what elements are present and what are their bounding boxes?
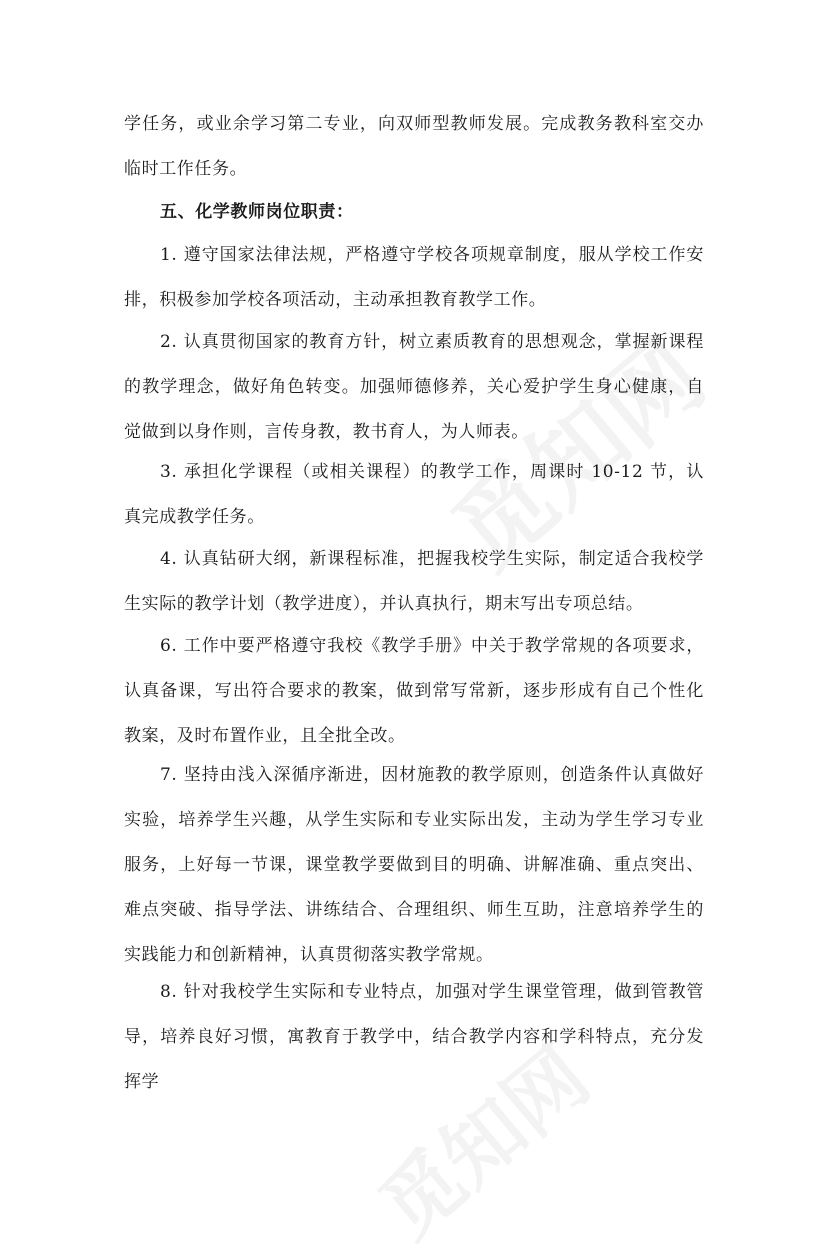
duty-item-7: 7. 坚持由浅入深循序渐进，因材施教的教学原则，创造条件认真做好实验，培养学生兴趣，从学生实际和专业实际出发，主动为学生学习专业服务，上好每一节课，课堂教学要做到目的明确、讲解准确、重点突出、难点突破、指导学法、讲练结合、合理组织、师生互助，注意培养学生的实践能力和创新精神，认真贯彻落实教学常规。 [124,765,704,965]
paragraph-continuation: 学任务，或业余学习第二专业，向双师型教师发展。完成教务教科室交办临时工作任务。 [124,114,704,179]
section-heading: 五、化学教师岗位职责： [160,202,354,222]
duty-item-8: 8. 针对我校学生实际和专业特点，加强对学生课堂管理，做到管教管导，培养良好习惯，寓教育于教学中，结合教学内容和学科特点，充分发挥学 [124,982,704,1092]
duty-item-6: 6. 工作中要严格遵守我校《教学手册》中关于教学常规的各项要求，认真备课，写出符合要求的教案，做到常写常新，逐步形成有自己个性化教案，及时布置作业，且全批全改。 [124,636,704,746]
duty-item-4: 4. 认真钻研大纲，新课程标准，把握我校学生实际，制定适合我校学生实际的教学计划（教学进度），并认真执行，期末写出专项总结。 [124,549,704,614]
duty-item-3: 3. 承担化学课程（或相关课程）的教学工作，周课时 10-12 节，认真完成教学任务。 [124,462,704,527]
duty-item-2: 2. 认真贯彻国家的教育方针，树立素质教育的思想观念，掌握新课程的教学理念，做好角色转变。加强师德修养，关心爱护学生身心健康，自觉做到以身作则，言传身教，教书育人，为人师表。 [124,332,704,442]
duty-item-1: 1. 遵守国家法律法规，严格遵守学校各项规章制度，服从学校工作安排，积极参加学校各项活动，主动承担教育教学工作。 [124,245,704,310]
